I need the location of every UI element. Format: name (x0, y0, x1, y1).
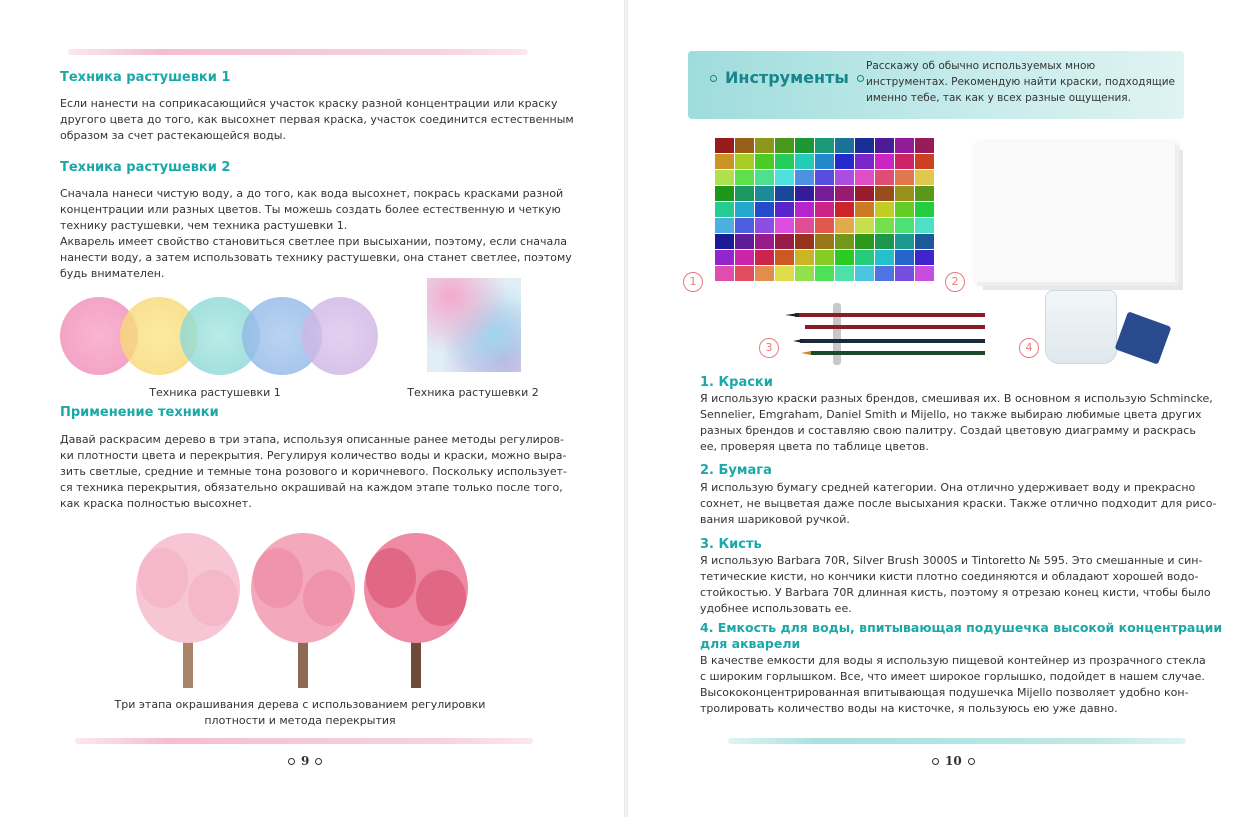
caption-blending-1: Техника растушевки 1 (149, 386, 281, 399)
text-blending-2-line4: Акварель имеет свойство становиться светлее при высыхании, поэтому, если сначала (60, 235, 568, 248)
page-number-right: 10 (926, 754, 981, 768)
label-1: 1 (683, 272, 703, 292)
color-swatch-cell (895, 218, 914, 233)
color-swatch-cell (735, 138, 754, 153)
heading-technique-application: Применение техники (60, 405, 219, 420)
color-swatch-cell (735, 250, 754, 265)
tree-stage-2 (251, 533, 355, 688)
heading-paints: 1. Краски (700, 375, 773, 390)
text-water-line4: тролировать количество воды на кисточке, я пользуюсь ею уже давно. (700, 702, 1118, 715)
color-swatch-cell (915, 250, 934, 265)
color-swatch-cell (895, 202, 914, 217)
color-swatch-cell (895, 138, 914, 153)
color-swatch-cell (755, 138, 774, 153)
water-glass (1045, 290, 1117, 364)
color-swatch-cell (735, 170, 754, 185)
text-water-line3: Высококонцентрированная впитывающая подушечка Mijello позволяет удобно кон- (700, 686, 1189, 699)
color-swatch-cell (875, 154, 894, 169)
text-brush-line2: тетические кисти, но кончики кисти плотно соединяются и обладают хорошей водо- (700, 570, 1199, 583)
color-swatch-cell (915, 170, 934, 185)
heading-blending-2: Техника растушевки 2 (60, 160, 231, 175)
color-swatch-cell (835, 218, 854, 233)
color-swatch-cell (875, 170, 894, 185)
label-3: 3 (759, 338, 779, 358)
color-swatch-cell (795, 266, 814, 281)
color-chart (715, 138, 937, 284)
label-2: 2 (945, 272, 965, 292)
color-swatch-cell (735, 186, 754, 201)
text-paper-line3: вания шариковой ручкой. (700, 513, 850, 526)
color-swatch-cell (875, 202, 894, 217)
text-blending-1-line1: Если нанести на соприкасающийся участок краску разной концентрации или краску (60, 97, 558, 110)
color-swatch-cell (855, 250, 874, 265)
color-swatch-cell (715, 138, 734, 153)
color-swatch-cell (775, 266, 794, 281)
color-swatch-cell (895, 186, 914, 201)
text-water-line2: с широким горлышком. Все, что имеет широкое горлышко, подойдет в нашем случае. (700, 670, 1205, 683)
text-paints-line3: разных брендов и составляю свою палитру. Создай цветовую диаграмму и раскрась (700, 424, 1196, 437)
color-swatch-cell (815, 186, 834, 201)
text-blending-1-line2: другого цвета до того, как высохнет первая краска, участок соединится естественным (60, 113, 574, 126)
color-swatch-cell (735, 266, 754, 281)
color-swatch-cell (795, 186, 814, 201)
color-swatch-cell (855, 234, 874, 249)
color-swatch-cell (795, 218, 814, 233)
top-brush-stroke (68, 49, 528, 55)
caption-tree-line2: плотности и метода перекрытия (204, 714, 396, 727)
caption-tree-line1: Три этапа окрашивания дерева с использованием регулировки (114, 698, 486, 711)
text-paints-line1: Я использую краски разных брендов, смешивая их. В основном я использую Schmincke, (700, 392, 1213, 405)
color-swatch-cell (795, 170, 814, 185)
text-paints-line4: ее, проверяя цвета по таблице цветов. (700, 440, 929, 453)
color-swatch-cell (875, 250, 894, 265)
heading-brush: 3. Кисть (700, 537, 762, 552)
color-swatch-cell (795, 202, 814, 217)
color-swatch-cell (815, 138, 834, 153)
color-swatch-cell (815, 170, 834, 185)
color-swatch-cell (815, 154, 834, 169)
color-swatch-cell (755, 202, 774, 217)
color-swatch-cell (735, 218, 754, 233)
color-swatch-cell (755, 154, 774, 169)
text-application-line4: ся техника перекрытия, обязательно окрашивай на каждом этапе только после того, (60, 481, 563, 494)
color-swatch-cell (895, 250, 914, 265)
color-swatch-cell (855, 202, 874, 217)
color-swatch-cell (875, 218, 894, 233)
color-swatch-cell (715, 154, 734, 169)
tree-stage-3 (364, 533, 468, 688)
color-swatch-cell (775, 186, 794, 201)
text-blending-2-line5: нанести воду, а затем использовать технику растушевки, она станет светлее, поэтому (60, 251, 572, 264)
color-swatch-cell (795, 138, 814, 153)
text-brush-line4: удобнее использовать ее. (700, 602, 852, 615)
text-water-line1: В качестве емкости для воды я использую пищевой контейнер из прозрачного стекла (700, 654, 1206, 667)
paper-sheets (975, 142, 1175, 282)
color-swatch-cell (715, 234, 734, 249)
color-swatch-cell (815, 218, 834, 233)
color-swatch-cell (915, 218, 934, 233)
text-brush-line3: стойкостью. У Barbara 70R длинная кисть, поэтому я отрезаю конец кисти, чтобы было (700, 586, 1211, 599)
color-swatch-cell (755, 250, 774, 265)
text-paper-line1: Я использую бумагу средней категории. Она отлично удерживает воду и прекрасно (700, 481, 1196, 494)
text-application-line1: Давай раскрасим дерево в три этапа, используя описанные ранее методы регулиров- (60, 433, 564, 446)
text-blending-2-line2: концентрации или разных цветов. Ты можешь создать более естественную и четкую (60, 203, 561, 216)
heading-blending-1: Техника растушевки 1 (60, 70, 231, 85)
color-swatch-cell (775, 234, 794, 249)
violet-circle (302, 297, 378, 375)
heading-paper: 2. Бумага (700, 463, 772, 478)
heading-water-container-line2: для акварели (700, 636, 801, 651)
color-swatch-cell (715, 250, 734, 265)
text-blending-2-line6: будь внимателен. (60, 267, 165, 280)
color-swatch-cell (915, 234, 934, 249)
color-swatch-cell (775, 250, 794, 265)
text-application-line5: как краска полностью высохнет. (60, 497, 252, 510)
color-swatch-cell (915, 266, 934, 281)
text-paper-line2: сохнет, не выцветая даже после высыхания краски. Также отлично подходит для рисо- (700, 497, 1217, 510)
color-swatch-cell (755, 170, 774, 185)
blending-2-illustration (427, 278, 521, 372)
color-swatch-cell (895, 234, 914, 249)
tools-intro: Расскажу об обычно используемых мною инструментах. Рекомендую найти краски, подходящие именно тебе, так как у всех разные ощущения. (866, 60, 1175, 104)
color-swatch-cell (875, 138, 894, 153)
color-swatch-cell (795, 154, 814, 169)
text-paints-line2: Sennelier, Emgraham, Daniel Smith и Mijello, но также выбираю любимые цвета других (700, 408, 1202, 421)
bottom-brush-stroke-right (728, 738, 1186, 744)
color-swatch-cell (855, 266, 874, 281)
color-swatch-cell (875, 186, 894, 201)
color-swatch-cell (755, 234, 774, 249)
text-blending-2-line1: Сначала нанеси чистую воду, а до того, как вода высохнет, покрась красками разной (60, 187, 564, 200)
color-swatch-cell (895, 266, 914, 281)
color-swatch-cell (715, 218, 734, 233)
text-blending-1-line3: образом за счет растекающейся воды. (60, 129, 286, 142)
color-swatch-cell (755, 266, 774, 281)
tree-stages-illustration (128, 518, 478, 693)
color-swatch-cell (855, 138, 874, 153)
color-swatch-cell (755, 186, 774, 201)
color-swatch-cell (715, 202, 734, 217)
color-swatch-cell (855, 186, 874, 201)
color-swatch-cell (795, 234, 814, 249)
color-swatch-cell (915, 186, 934, 201)
bottom-brush-stroke (75, 738, 533, 744)
color-swatch-cell (715, 186, 734, 201)
color-swatch-cell (775, 138, 794, 153)
color-swatch-cell (895, 154, 914, 169)
color-swatch-cell (915, 202, 934, 217)
color-swatch-cell (815, 234, 834, 249)
color-swatch-cell (875, 266, 894, 281)
tree-stage-1 (136, 533, 240, 688)
color-swatch-cell (855, 218, 874, 233)
color-swatch-cell (835, 202, 854, 217)
color-swatch-cell (795, 250, 814, 265)
heading-water-container-line1: 4. Емкость для воды, впитывающая подушечка высокой концентрации (700, 620, 1223, 635)
tools-title: Инструменты (702, 68, 872, 87)
color-swatch-cell (915, 138, 934, 153)
color-swatch-cell (915, 154, 934, 169)
color-swatch-cell (835, 234, 854, 249)
label-4: 4 (1019, 338, 1039, 358)
color-swatch-cell (715, 170, 734, 185)
color-swatch-cell (735, 234, 754, 249)
text-brush-line1: Я использую Barbara 70R, Silver Brush 3000S и Tintoretto № 595. Это смешанные и син- (700, 554, 1203, 567)
color-swatch-cell (815, 250, 834, 265)
text-blending-2-line3: технику растушевки, чем техника растушевки 1. (60, 219, 348, 232)
color-swatch-cell (835, 250, 854, 265)
color-swatch-cell (835, 138, 854, 153)
color-swatch-cell (755, 218, 774, 233)
text-application-line2: ки плотности цвета и перекрытия. Регулируя количество воды и краски, можно выра- (60, 449, 567, 462)
brushes-illustration (785, 303, 990, 365)
color-swatch-cell (775, 218, 794, 233)
color-swatch-cell (895, 170, 914, 185)
color-swatch-cell (735, 154, 754, 169)
page-number-left: 9 (282, 754, 328, 768)
color-swatch-cell (835, 170, 854, 185)
color-swatch-cell (735, 202, 754, 217)
color-swatch-cell (775, 202, 794, 217)
color-swatch-cell (835, 266, 854, 281)
text-application-line3: зить светлые, средние и темные тона розового и коричневого. Поскольку использует- (60, 465, 567, 478)
color-swatch-cell (775, 154, 794, 169)
color-swatch-cell (715, 266, 734, 281)
color-swatch-cell (855, 154, 874, 169)
color-swatch-cell (815, 266, 834, 281)
color-swatch-cell (835, 186, 854, 201)
color-swatch-cell (835, 154, 854, 169)
color-swatch-cell (775, 170, 794, 185)
color-swatch-cell (855, 170, 874, 185)
color-swatch-cell (875, 234, 894, 249)
caption-blending-2: Техника растушевки 2 (407, 386, 539, 399)
color-swatch-cell (815, 202, 834, 217)
